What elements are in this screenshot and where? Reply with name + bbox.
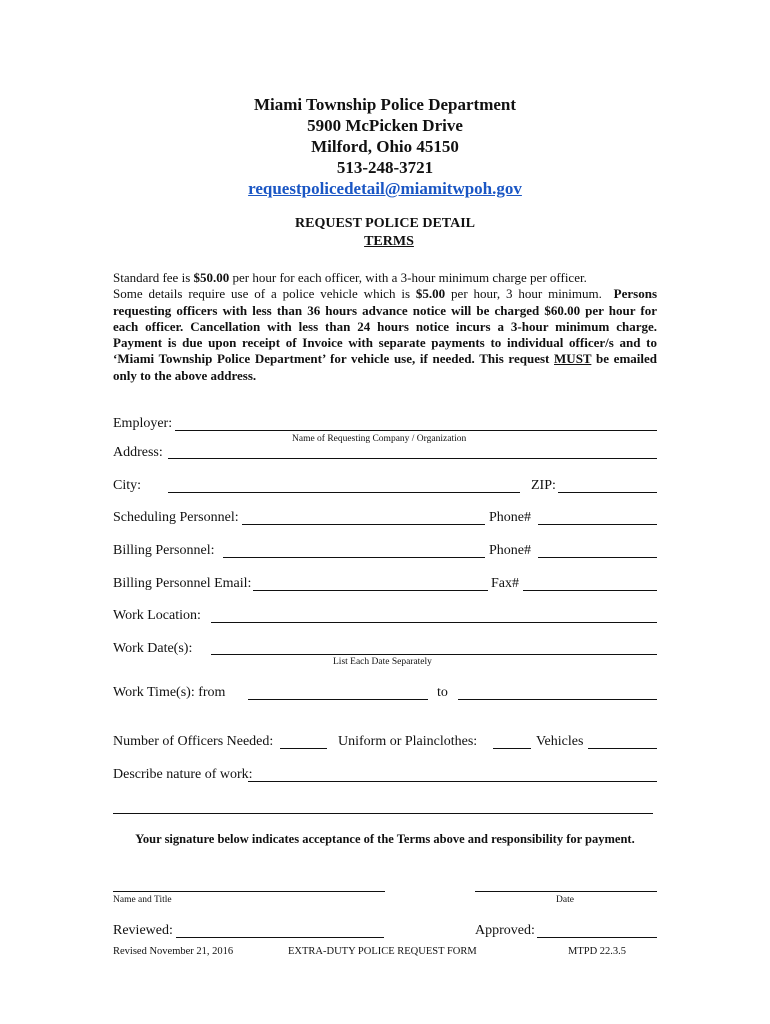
city-state-zip: Milford, Ohio 45150 xyxy=(311,137,459,156)
employer-label: Employer: xyxy=(113,416,173,431)
terms-text: per hour, 3 hour minimum. xyxy=(445,286,602,302)
describe-work-field[interactable] xyxy=(248,781,657,782)
revised-date: Revised November 21, 2016 xyxy=(113,946,234,957)
terms-body xyxy=(113,286,657,384)
terms-text: Standard fee is xyxy=(113,270,194,285)
describe-work-field-2[interactable] xyxy=(113,813,653,814)
must-emphasis: MUST xyxy=(554,351,592,367)
org-name: Miami Township Police Department xyxy=(253,95,517,114)
work-location-label: Work Location: xyxy=(113,608,201,623)
zip-label: ZIP: xyxy=(531,478,556,493)
terms-bold-text: Persons requesting officers with less than 36 hours advance notice will be charged $60.00 per hour for each officer. Cancellation with less than 24 hours notice incurs a 3-hour minimum charge. Payment is due upon receipt of Invoice with separate payments to individual officer/s and to ‘Miami Township Police Department’ for vehicle use, if needed. This request xyxy=(113,286,658,367)
scheduling-phone-field[interactable] xyxy=(538,524,657,525)
terms-line-1 xyxy=(113,270,657,286)
work-location-field[interactable] xyxy=(211,622,657,623)
work-time-label: Work Time(s): from xyxy=(113,685,226,700)
scheduling-phone-label: Phone# xyxy=(489,510,531,525)
city-label: City: xyxy=(113,478,142,493)
uniform-label: Uniform or Plainclothes: xyxy=(338,734,478,749)
email-link-row xyxy=(0,178,770,199)
officers-needed-label: Number of Officers Needed: xyxy=(113,734,274,749)
street-address: 5900 McPicken Drive xyxy=(307,116,463,135)
reviewed-field[interactable] xyxy=(176,937,384,938)
reviewed-label: Reviewed: xyxy=(113,923,173,938)
fee-amount: $50.00 xyxy=(193,270,230,285)
scheduling-label: Scheduling Personnel: xyxy=(113,510,239,525)
work-dates-field[interactable] xyxy=(211,654,657,655)
approved-label: Approved: xyxy=(475,923,535,938)
vehicles-field[interactable] xyxy=(588,748,657,749)
work-time-from-field[interactable] xyxy=(248,699,428,700)
billing-label: Billing Personnel: xyxy=(113,543,215,558)
vehicles-label: Vehicles xyxy=(536,734,584,749)
form-title: REQUEST POLICE DETAIL xyxy=(295,216,475,231)
work-dates-hint: List Each Date Separately xyxy=(333,657,432,667)
name-title-field[interactable] xyxy=(113,891,385,892)
work-time-to-field[interactable] xyxy=(458,699,657,700)
billing-email-field[interactable] xyxy=(253,590,488,591)
terms-paragraph xyxy=(113,270,657,384)
employer-hint: Name of Requesting Company / Organization xyxy=(292,434,467,444)
address-field[interactable] xyxy=(168,458,657,459)
footer-form-code: MTPD 22.3.5 xyxy=(568,946,627,957)
city-field[interactable] xyxy=(168,492,520,493)
date-label: Date xyxy=(556,895,574,905)
fax-field[interactable] xyxy=(523,590,657,591)
terms-heading xyxy=(4,234,770,250)
fax-label: Fax# xyxy=(491,576,519,591)
terms-bold-text: be emailed only to the above address. xyxy=(113,351,658,383)
billing-phone-label: Phone# xyxy=(489,543,531,558)
work-time-to-label: to xyxy=(437,685,448,700)
work-dates-label: Work Date(s): xyxy=(113,641,193,656)
describe-work-label: Describe nature of work: xyxy=(113,767,253,782)
billing-email-label: Billing Personnel Email: xyxy=(113,576,252,591)
approved-field[interactable] xyxy=(537,937,657,938)
terms-heading-text: TERMS xyxy=(364,234,414,249)
terms-text: Some details require use of a police vehicle which is xyxy=(113,286,416,302)
footer-form-name: EXTRA-DUTY POLICE REQUEST FORM xyxy=(288,946,477,957)
vehicle-fee-amount: $5.00 xyxy=(415,286,446,302)
billing-field[interactable] xyxy=(223,557,485,558)
date-field[interactable] xyxy=(475,891,657,892)
phone-number: 513-248-3721 xyxy=(336,158,434,177)
email-link[interactable]: requestpolicedetail@miamitwpoh.gov xyxy=(248,179,522,198)
officers-needed-field[interactable] xyxy=(280,748,327,749)
billing-phone-field[interactable] xyxy=(538,557,657,558)
employer-field[interactable] xyxy=(175,430,657,431)
signature-note: Your signature below indicates acceptance of the Terms above and responsibility for payment. xyxy=(135,832,635,846)
address-label: Address: xyxy=(113,445,163,460)
scheduling-field[interactable] xyxy=(242,524,485,525)
terms-text: per hour for each officer, with a 3-hour minimum charge per officer. xyxy=(229,270,587,285)
zip-field[interactable] xyxy=(558,492,657,493)
uniform-field[interactable] xyxy=(493,748,531,749)
name-title-label: Name and Title xyxy=(113,895,172,905)
